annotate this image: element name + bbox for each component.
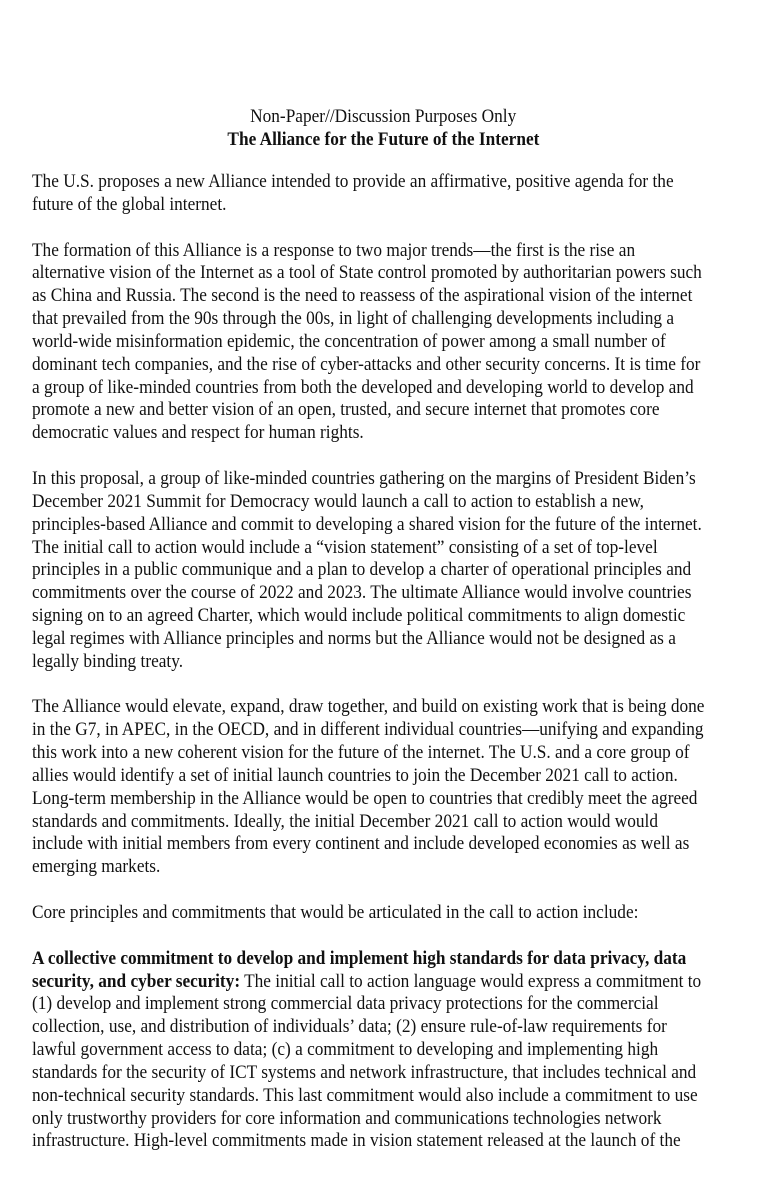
paragraph [32, 468, 752, 674]
text-line: only trustworthy providers for core information and communications technologies network [32, 1107, 662, 1129]
text-line [32, 970, 702, 994]
text-line: Long-term membership in the Alliance would be open to countries that credibly meet the agreed [32, 787, 698, 809]
text-line: world-wide misinformation epidemic, the concentration of power among a small number of [32, 330, 666, 352]
paragraph [32, 696, 752, 879]
classification-label: Non-Paper//Discussion Purposes Only [249, 106, 517, 127]
text-line: infrastructure. High-level commitments made in vision statement released at the launch of the [32, 1130, 681, 1152]
text-line: Core principles and commitments that would be articulated in the call to action include: [32, 902, 639, 923]
text-line: lawful government access to data; (c) a commitment to developing and implementing high [32, 1039, 659, 1061]
text-line: The initial call to action would include a “vision statement” consisting of a set of top-level [32, 536, 658, 558]
text-line: (1) develop and implement strong commercial data privacy protections for the commercial [32, 993, 659, 1015]
paragraph [32, 902, 752, 925]
text-line: commitments over the course of 2022 and 2023. The ultimate Alliance would involve countries [32, 582, 692, 604]
text-line: signing on to an agreed Charter, which would include political commitments to align domestic [32, 605, 686, 627]
commitment-heading: security, and cyber security: [32, 970, 241, 992]
text-line: The U.S. proposes a new Alliance intended to provide an affirmative, positive agenda for the [32, 171, 674, 192]
paragraph [32, 171, 752, 217]
text-line: alternative vision of the Internet as a tool of State control promoted by authoritarian powers such [32, 262, 702, 284]
text-line: standards for the security of ICT systems and network infrastructure, that includes technical and [32, 1061, 697, 1083]
text-line: legal regimes with Alliance principles and norms but the Alliance would not be designed as a [32, 627, 676, 649]
document-title: The Alliance for the Future of the Internet [227, 129, 539, 150]
text-line: principles in a public communique and a plan to develop a charter of operational principles and [32, 559, 692, 581]
text-line: emerging markets. [32, 856, 161, 878]
text-line: future of the global internet. [32, 193, 227, 215]
text-line [32, 948, 687, 971]
text-span: The initial call to action language would express a commitment to [240, 970, 702, 992]
text-line: collection, use, and distribution of individuals’ data; (2) ensure rule-of-law requirements for [32, 1016, 667, 1038]
text-line: a group of like-minded countries from both the developed and developing world to develop and [32, 376, 694, 398]
text-line: promote a new and better vision of an open, trusted, and secure internet that promotes core [32, 399, 660, 421]
commitment-heading: A collective commitment to develop and implement high standards for data privacy, data [32, 947, 687, 969]
text-line: allies would identify a set of initial launch countries to join the December 2021 call to action. [32, 764, 678, 786]
text-line: dominant tech companies, and the rise of cyber-attacks and other security concerns. It is time for [32, 353, 701, 375]
text-line: as China and Russia. The second is the need to reassess of the aspirational vision of the internet [32, 285, 693, 307]
text-line: In this proposal, a group of like-minded countries gathering on the margins of President Biden’s [32, 467, 696, 489]
text-line: non-technical security standards. This last commitment would also include a commitment to use [32, 1084, 698, 1106]
text-line: this work into a new coherent vision for the future of the internet. The U.S. and a core group of [32, 742, 690, 764]
text-line: The formation of this Alliance is a response to two major trends—the first is the rise an [32, 239, 636, 261]
text-line: include with initial members from every continent and include developed economies as well as [32, 833, 690, 855]
document-body [32, 171, 752, 1176]
text-line: in the G7, in APEC, in the OECD, and in different individual countries—unifying and expanding [32, 719, 704, 741]
text-line: that prevailed from the 90s through the 00s, in light of challenging developments including a [32, 308, 675, 330]
text-line: principles-based Alliance and commit to developing a shared vision for the future of the internet. [32, 513, 702, 535]
text-line: The Alliance would elevate, expand, draw together, and build on existing work that is being done [32, 696, 705, 718]
text-line: legally binding treaty. [32, 650, 184, 672]
text-line: democratic values and respect for human rights. [32, 422, 364, 444]
text-line: December 2021 Summit for Democracy would launch a call to action to establish a new, [32, 490, 645, 512]
text-line: standards and commitments. Ideally, the initial December 2021 call to action would would [32, 810, 658, 832]
paragraph [32, 240, 752, 446]
commitment-paragraph [32, 948, 752, 1154]
